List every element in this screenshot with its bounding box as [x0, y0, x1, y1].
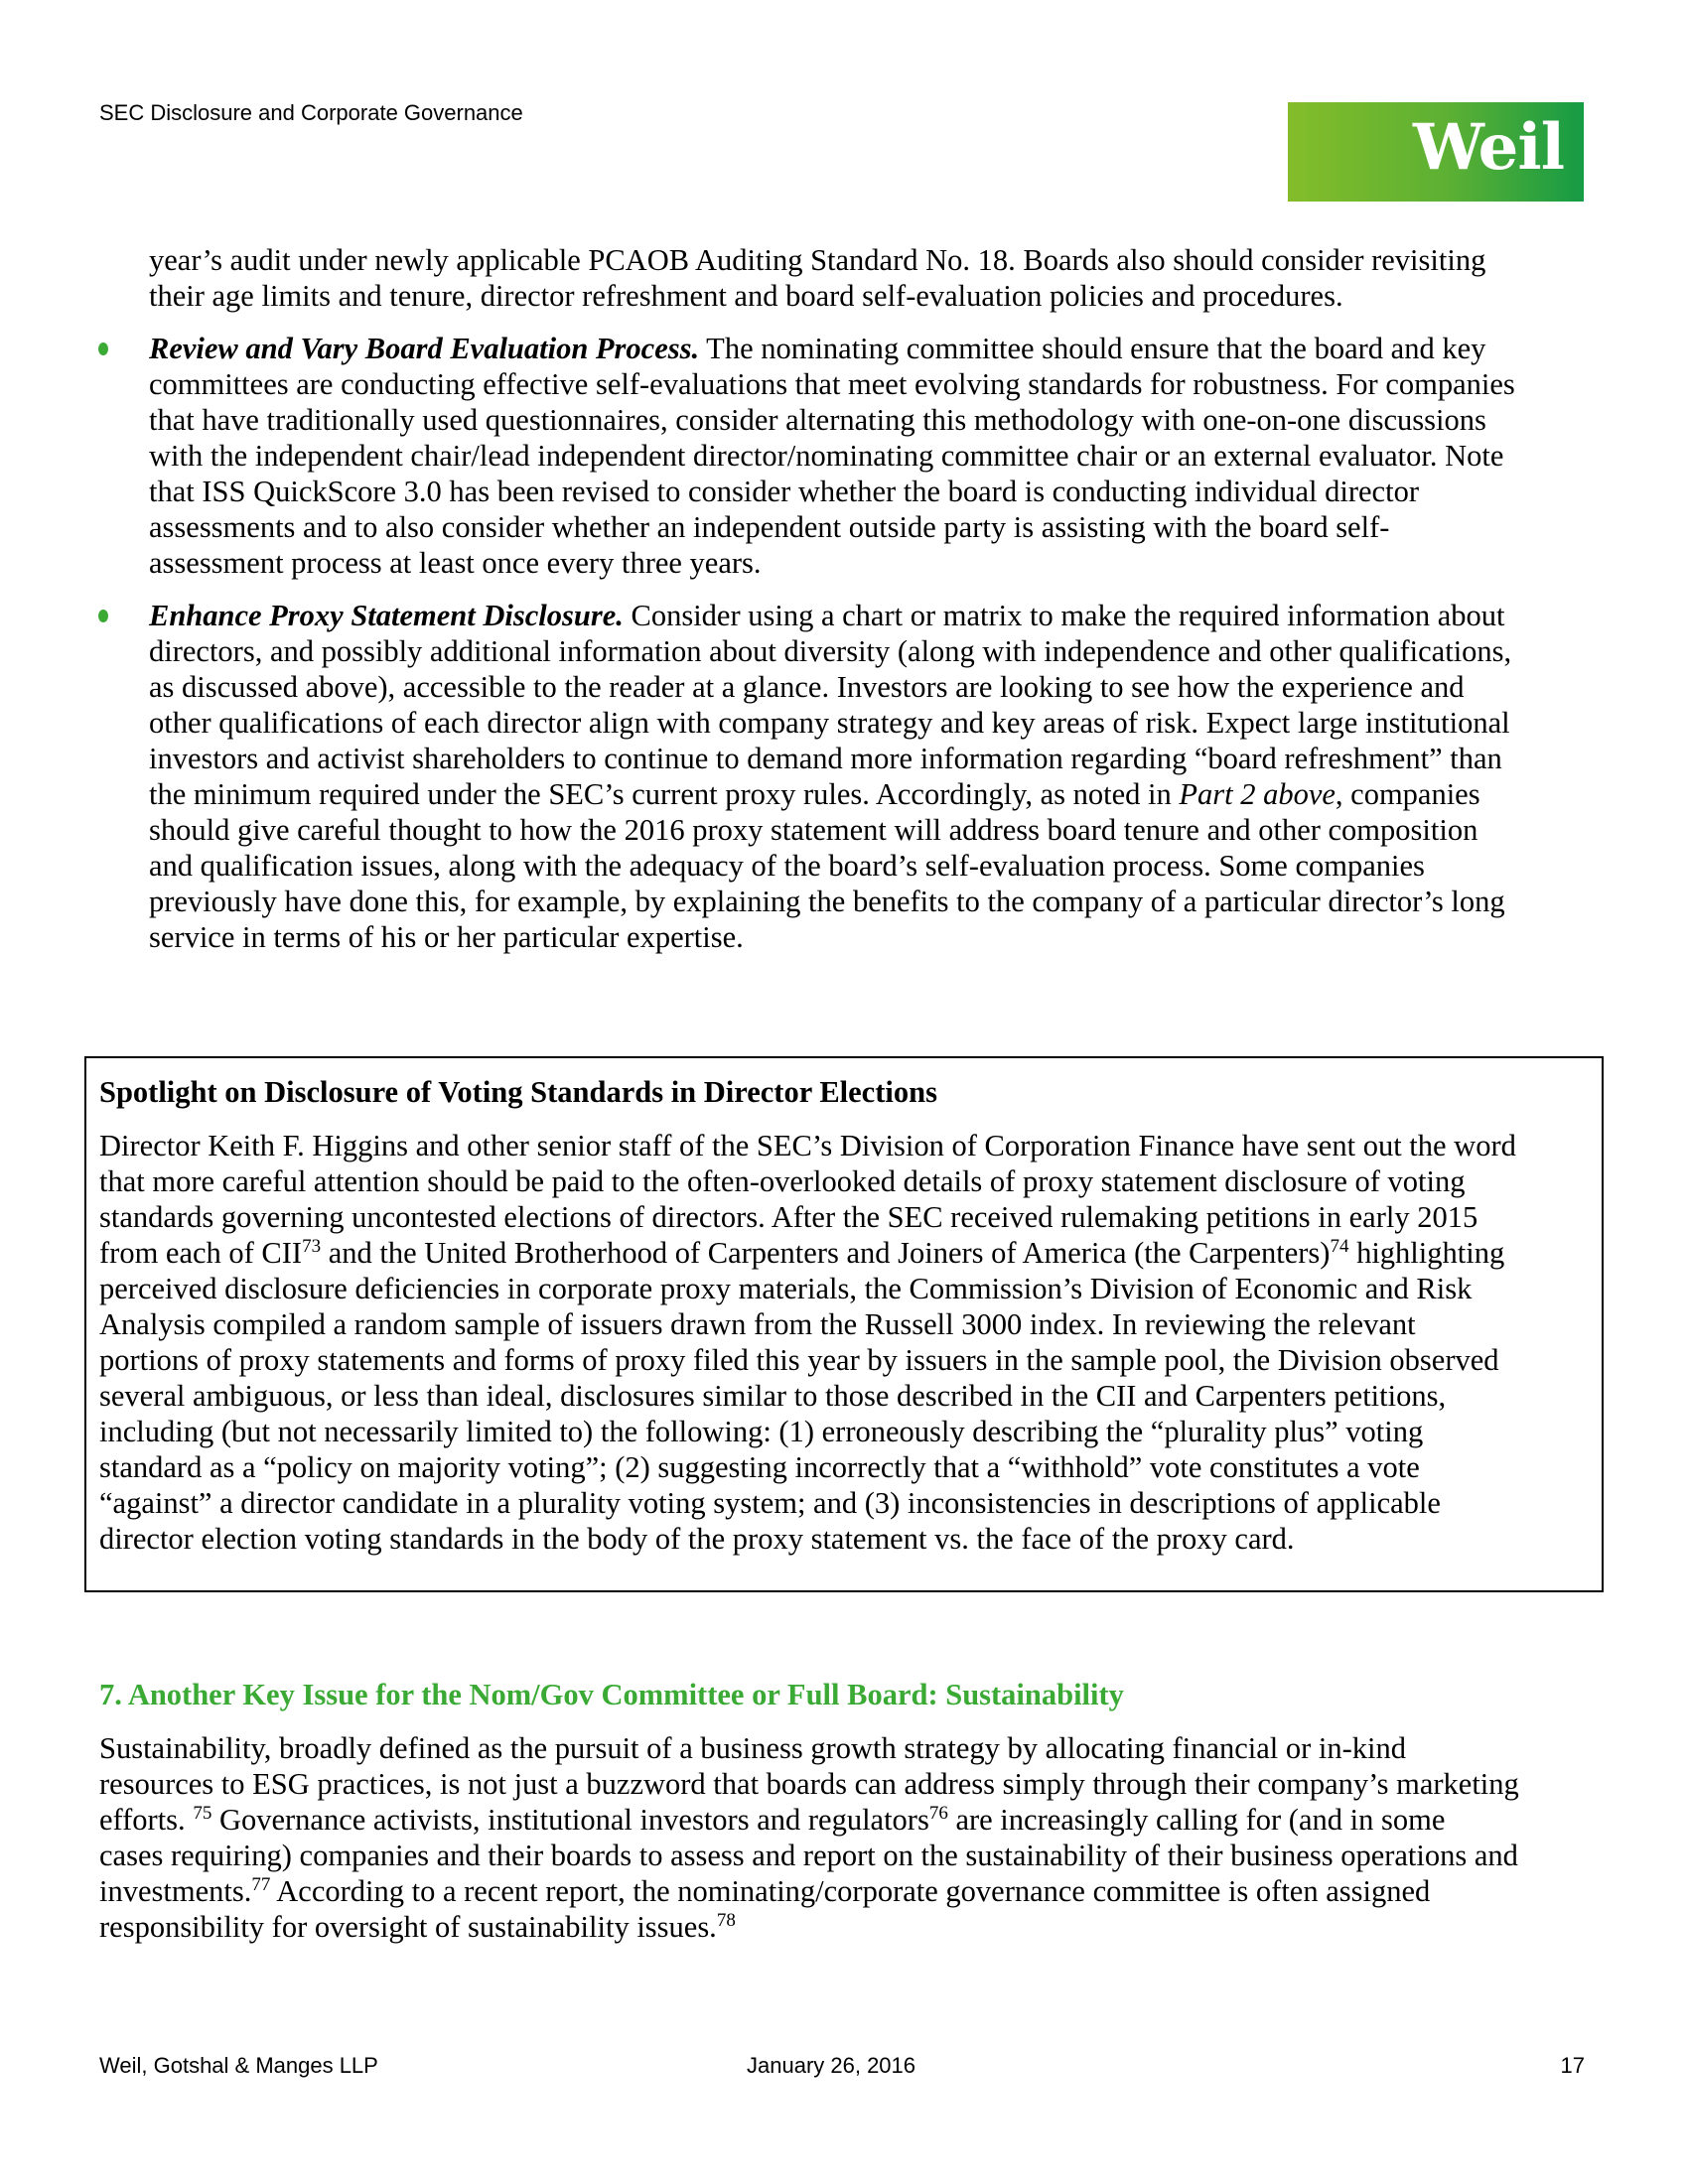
text-line [99, 1909, 1519, 1945]
bullet-proxy-disclosure [149, 598, 1511, 955]
text-run: from each of CII [99, 1236, 303, 1270]
text-line [149, 705, 1511, 741]
text-line [149, 919, 1511, 955]
text-run: previously have done this, for example, by explaining the benefits to the company of a particular director’s long [149, 885, 1505, 918]
text-run: should give careful thought to how the 2016 proxy statement will address board tenure and other composition [149, 813, 1478, 847]
text-line [149, 545, 1515, 581]
text-run: Director Keith F. Higgins and other senior staff of the SEC’s Division of Corporation Finance have sent out the word [99, 1129, 1516, 1162]
logo-text: Weil [1413, 110, 1564, 185]
text-line [99, 1838, 1519, 1873]
text-run: are increasingly calling for (and in some [947, 1803, 1446, 1837]
text-line [149, 669, 1511, 705]
footer-firm: Weil, Gotshal & Manges LLP [99, 2053, 378, 2078]
text-line [99, 1414, 1516, 1449]
text-line [99, 1802, 1519, 1838]
text-line [149, 633, 1511, 669]
text-run: and the United Brotherhood of Carpenters and Joiners of America (the Carpenters) [321, 1236, 1331, 1270]
running-header: SEC Disclosure and Corporate Governance [99, 100, 523, 125]
text-line [99, 1521, 1516, 1557]
text-line [99, 1235, 1516, 1271]
text-run: as discussed above), accessible to the reader at a glance. Investors are looking to see how the experience and [149, 670, 1465, 704]
text-run: cases requiring) companies and their boards to assess and report on the sustainability of their business operations and [99, 1839, 1518, 1872]
spotlight-body [99, 1128, 1516, 1557]
text-run: perceived disclosure deficiencies in corporate proxy materials, the Commission’s Division of Economic and Risk [99, 1272, 1473, 1305]
text-run: assessment process at least once every three years. [149, 546, 762, 580]
footnote-ref: 73 [302, 1236, 322, 1257]
text-line [99, 1730, 1519, 1766]
text-run: Governance activists, institutional investors and regulators [211, 1803, 929, 1837]
text-line [149, 331, 1515, 366]
text-line [149, 242, 1485, 278]
text-run: investments. [99, 1874, 252, 1908]
text-run: , companies [1335, 777, 1480, 811]
text-run: with the independent chair/lead independent director/nominating committee chair or an external evaluator. Note [149, 439, 1504, 473]
text-run: including (but not necessarily limited to) the following: (1) erroneously describing the “plurality plus” voting [99, 1415, 1424, 1448]
text-run: committees are conducting effective self-evaluations that meet evolving standards for robustness. For companies [149, 367, 1515, 401]
text-line [99, 1766, 1519, 1802]
bullet-icon [98, 610, 108, 622]
text-line [149, 884, 1511, 919]
text-line [149, 402, 1515, 438]
text-run: “against” a director candidate in a plurality voting system; and (3) inconsistencies in descriptions of applicable [99, 1486, 1441, 1520]
text-run: service in terms of his or her particular expertise. [149, 920, 744, 954]
text-run: director election voting standards in the body of the proxy statement vs. the face of the proxy card. [99, 1522, 1295, 1556]
text-line [149, 848, 1511, 884]
page-number: 17 [1560, 2053, 1585, 2078]
text-run: the minimum required under the SEC’s current proxy rules. Accordingly, as noted in [149, 777, 1180, 811]
text-run: highlighting [1348, 1236, 1505, 1270]
text-run: resources to ESG practices, is not just a buzzword that boards can address simply through their company’s marketing [99, 1767, 1519, 1801]
text-run: standard as a “policy on majority voting”; (2) suggesting incorrectly that a “withhold” vote constitutes a vote [99, 1450, 1420, 1484]
text-line [99, 1199, 1516, 1235]
text-line [149, 598, 1511, 633]
footer-date: January 26, 2016 [747, 2053, 916, 2078]
text-line [99, 1449, 1516, 1485]
footnote-ref: 75 [193, 1803, 212, 1824]
text-line [99, 1271, 1516, 1306]
weil-logo [1288, 102, 1584, 202]
text-run: their age limits and tenure, director refreshment and board self-evaluation policies and procedures. [149, 279, 1343, 313]
footnote-ref: 77 [251, 1874, 271, 1895]
text-run: several ambiguous, or less than ideal, disclosures similar to those described in the CII and Carpenters petitions, [99, 1379, 1447, 1413]
text-run: portions of proxy statements and forms of proxy filed this year by issuers in the sample pool, the Division observed [99, 1343, 1499, 1377]
text-line [99, 1873, 1519, 1909]
text-run: standards governing uncontested elections of directors. After the SEC received rulemaking petitions in early 2015 [99, 1200, 1478, 1234]
text-run: that ISS QuickScore 3.0 has been revised to consider whether the board is conducting individual director [149, 475, 1419, 508]
text-line [149, 278, 1485, 314]
text-line [99, 1378, 1516, 1414]
text-run: year’s audit under newly applicable PCAOB Auditing Standard No. 18. Boards also should consider revisiting [149, 243, 1486, 277]
text-run: Sustainability, broadly defined as the pursuit of a business growth strategy by allocating financial or in-kind [99, 1731, 1407, 1765]
text-line [149, 438, 1515, 474]
text-line [149, 474, 1515, 509]
intro-paragraph [149, 242, 1485, 314]
bullet-board-evaluation [149, 331, 1515, 581]
text-line [149, 812, 1511, 848]
text-run: Enhance Proxy Statement Disclosure. [149, 599, 624, 632]
section-heading: 7. Another Key Issue for the Nom/Gov Committee or Full Board: Sustainability [99, 1678, 1124, 1711]
text-line [149, 741, 1511, 776]
spotlight-title-text: Spotlight on Disclosure of Voting Standards in Director Elections [99, 1075, 937, 1109]
text-run: Part 2 above [1179, 777, 1336, 811]
bullet-icon [98, 342, 108, 355]
text-run: Review and Vary Board Evaluation Process. [149, 332, 700, 365]
text-run: efforts. [99, 1803, 194, 1837]
text-line [149, 509, 1515, 545]
text-run: investors and activist shareholders to continue to demand more information regarding “board refreshment” than [149, 742, 1502, 775]
text-line [149, 776, 1511, 812]
footnote-ref: 78 [716, 1910, 736, 1931]
text-run: responsibility for oversight of sustainability issues. [99, 1910, 717, 1944]
footnote-ref: 74 [1330, 1236, 1349, 1257]
text-line [99, 1485, 1516, 1521]
text-run: other qualifications of each director align with company strategy and key areas of risk. Expect large institutional [149, 706, 1510, 740]
text-line [99, 1306, 1516, 1342]
text-run: that have traditionally used questionnaires, consider alternating this methodology with one-on-one discussions [149, 403, 1486, 437]
text-line [149, 366, 1515, 402]
spotlight-title [99, 1074, 937, 1110]
text-line [99, 1342, 1516, 1378]
text-run: assessments and to also consider whether an independent outside party is assisting with the board self- [149, 510, 1390, 544]
footnote-ref: 76 [928, 1803, 948, 1824]
text-run: Consider using a chart or matrix to make the required information about [623, 599, 1505, 632]
text-run: directors, and possibly additional information about diversity (along with independence and other qualifications, [149, 634, 1512, 668]
text-run: Analysis compiled a random sample of issuers drawn from the Russell 3000 index. In reviewing the relevant [99, 1307, 1416, 1341]
text-run: According to a recent report, the nominating/corporate governance committee is often assigned [270, 1874, 1431, 1908]
text-run: The nominating committee should ensure that the board and key [699, 332, 1486, 365]
sustainability-paragraph [99, 1730, 1519, 1945]
text-line [99, 1163, 1516, 1199]
text-line [99, 1128, 1516, 1163]
text-run: that more careful attention should be paid to the often-overlooked details of proxy statement disclosure of voting [99, 1164, 1466, 1198]
text-run: and qualification issues, along with the adequacy of the board’s self-evaluation process. Some companies [149, 849, 1425, 883]
